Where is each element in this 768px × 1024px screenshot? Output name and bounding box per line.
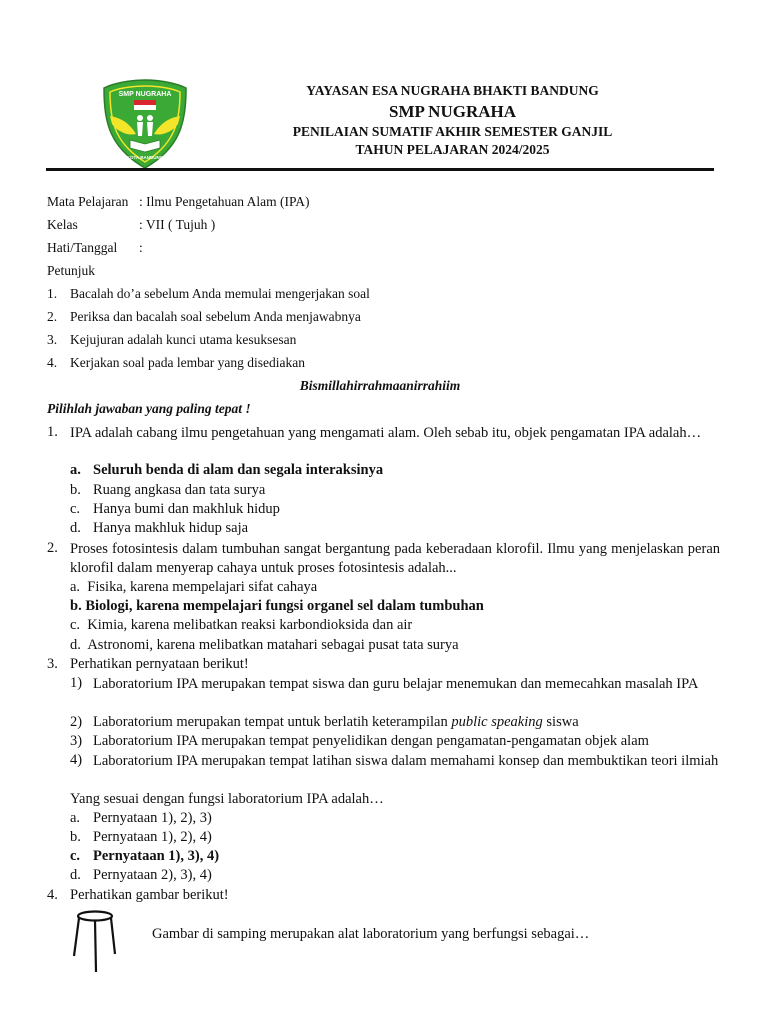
option-text: Pernyataan 1), 2), 3): [93, 810, 212, 826]
instruction-text: Bacalah do’a sebelum Anda memulai mengerjakan soal: [70, 286, 370, 301]
question-caption: Gambar di samping merupakan alat laboratorium yang berfungsi sebagai…: [152, 926, 590, 942]
foundation-name: YAYASAN ESA NUGRAHA BHAKTI BANDUNG: [306, 83, 599, 98]
option-letter: c.: [70, 848, 81, 864]
school-logo: [100, 78, 190, 170]
option-letter: b.: [70, 829, 81, 845]
option-letter: d.: [70, 520, 81, 536]
option-letter: d.: [70, 867, 81, 883]
date-label: Hati/Tanggal: [47, 240, 118, 255]
question-text: Perhatikan pernyataan berikut!: [70, 656, 249, 672]
instruction-text: Kerjakan soal pada lembar yang disediakan: [70, 355, 306, 370]
option-text: Ruang angkasa dan tata surya: [93, 482, 266, 498]
option-text: Seluruh benda di alam dan segala interaksinya: [93, 462, 384, 478]
bismillah: Bismillahirrahmaanirrahiim: [299, 378, 461, 393]
date-value: :: [139, 240, 143, 255]
statement-text: [93, 714, 720, 731]
statement-text-before: Laboratorium merupakan tempat untuk berlatih keterampilan: [93, 714, 452, 730]
statement-text-after: siswa: [542, 714, 579, 730]
logo-flag: [134, 100, 156, 105]
instruction-number: 4.: [47, 355, 58, 370]
question-text: Proses fotosintesis dalam tumbuhan sangat bergantung pada keberadaan klorofil. Ilmu yang menjelaskan peran klorofil dalam menyerap cahaya untuk proses fotosintesis adalah...: [70, 541, 720, 576]
option-letter: a.: [70, 810, 81, 826]
option-text: Pernyataan 1), 3), 4): [93, 848, 220, 864]
instruction-text: Periksa dan bacalah soal sebelum Anda menjawabnya: [70, 309, 361, 324]
question-number: 1.: [47, 424, 58, 440]
class-value: : VII ( Tujuh ): [139, 217, 216, 232]
option-text: Pernyataan 1), 2), 4): [93, 829, 212, 845]
question-text: Perhatikan gambar berikut!: [70, 887, 229, 903]
instruction-text: Kejujuran adalah kunci utama kesuksesan: [70, 332, 297, 347]
school-name: SMP NUGRAHA: [388, 102, 517, 121]
statement-text: Laboratorium IPA merupakan tempat siswa dan guru belajar menemukan dan memecahkan masalah IPA: [93, 676, 699, 692]
option-text: b. Biologi, karena mempelajari fungsi organel sel dalam tumbuhan: [70, 598, 484, 614]
question-prompt: Yang sesuai dengan fungsi laboratorium IPA adalah…: [70, 791, 384, 807]
statement-text: Laboratorium IPA merupakan tempat penyelidikan dengan pengamatan-pengamatan objek alam: [93, 733, 649, 749]
class-label: Kelas: [47, 217, 78, 232]
tripod-stand-illustration: [70, 910, 120, 976]
question-text: IPA adalah cabang ilmu pengetahuan yang mengamati alam. Oleh sebab itu, objek pengamatan IPA adalah…: [70, 425, 702, 441]
option-text: Pernyataan 2), 3), 4): [93, 867, 212, 883]
option-text: d. Astronomi, karena melibatkan matahari sebagai pusat tata surya: [70, 637, 459, 653]
statement-text-italic: public speaking: [451, 714, 543, 730]
statement-number: 4): [70, 752, 83, 768]
instruction-number: 3.: [47, 332, 58, 347]
option-text: a. Fisika, karena mempelajari sifat cahaya: [70, 579, 318, 595]
statement-number: 3): [70, 733, 83, 749]
question-number: 2.: [47, 540, 58, 556]
statement-text: Laboratorium IPA merupakan tempat latihan siswa dalam memahami konsep dan membuktikan teori ilmiah: [93, 753, 719, 769]
option-text: Hanya makhluk hidup saja: [93, 520, 249, 536]
instruction-number: 2.: [47, 309, 58, 324]
directive: Pilihlah jawaban yang paling tepat !: [47, 401, 251, 416]
question-number: 3.: [47, 656, 58, 672]
school-year: TAHUN PELAJARAN 2024/2025: [355, 142, 550, 157]
statement-number: 2): [70, 714, 83, 730]
exam-title: PENILAIAN SUMATIF AKHIR SEMESTER GANJIL: [292, 124, 613, 139]
subject-label: Mata Pelajaran: [47, 194, 129, 209]
statement-number: 1): [70, 675, 83, 691]
logo-top-text: SMP NUGRAHA: [118, 91, 172, 98]
option-text: c. Kimia, karena melibatkan reaksi karbondioksida dan air: [70, 617, 413, 633]
instruction-number: 1.: [47, 286, 58, 301]
logo-bottom-text: KOTA BANDUNG: [126, 155, 164, 160]
option-letter: a.: [70, 462, 81, 478]
subject-value: : Ilmu Pengetahuan Alam (IPA): [139, 194, 310, 209]
option-letter: c.: [70, 501, 81, 517]
question-number: 4.: [47, 887, 58, 903]
option-letter: b.: [70, 482, 81, 498]
header-divider: [46, 168, 714, 171]
option-text: Hanya bumi dan makhluk hidup: [93, 501, 280, 517]
instructions-title: Petunjuk: [47, 263, 96, 278]
